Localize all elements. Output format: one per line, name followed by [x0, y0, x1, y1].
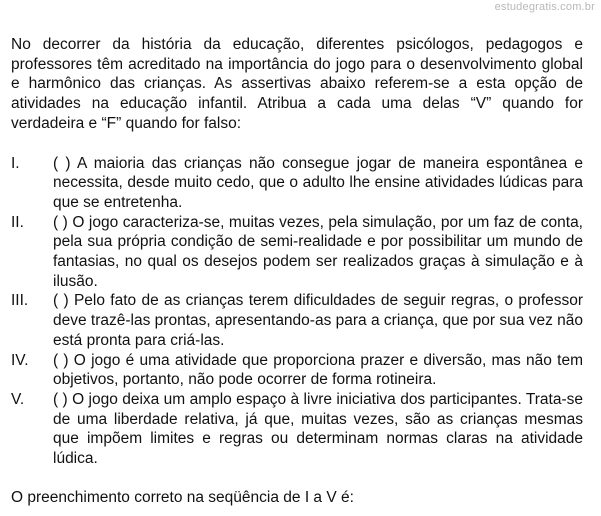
question-intro: No decorrer da história da educação, diferentes psicólogos, pedagogos e professores têm acreditado na importância do jogo para o desenvolvimento global e harmônico das crianças. As assertivas abaixo referem-se a esta opção de atividades na educação infantil. Atribua a cada uma delas “V” quando for verdadeira e “F” quando for falso:	[11, 36, 583, 132]
assertion-item	[11, 213, 583, 292]
assertion-item	[11, 291, 583, 350]
assertion-number: IV.	[11, 351, 29, 369]
question-body	[11, 35, 583, 507]
assertion-list	[11, 154, 583, 469]
assertion-number: II.	[11, 213, 24, 231]
question-closing: O preenchimento correto na seqüência de I a V é:	[11, 488, 354, 506]
watermark: estudegratis.com.br	[494, 1, 595, 13]
assertion-item	[11, 351, 583, 390]
assertion-text: ( ) O jogo é uma atividade que proporciona prazer e diversão, mas não tem objetivos, portanto, não pode ocorrer de forma rotineira.	[53, 351, 583, 389]
assertion-number: III.	[11, 292, 29, 310]
assertion-item	[11, 154, 583, 213]
assertion-text: ( ) O jogo caracteriza-se, muitas vezes, pela simulação, por um faz de conta, pela sua própria condição de semi-realidade e por possibilitar um mundo de fantasias, no qual os desejos podem ser realizados graças à simulação e à ilusão.	[53, 213, 583, 290]
assertion-item	[11, 390, 583, 469]
assertion-text: ( ) O jogo deixa um amplo espaço à livre iniciativa dos participantes. Trata-se de uma liberdade relativa, já que, muitas vezes, são as crianças mesmas que impõem limites e regras ou determinam normas claras na atividade lúdica.	[53, 390, 583, 468]
assertion-text: ( ) A maioria das crianças não consegue jogar de maneira espontânea e necessita, desde muito cedo, que o adulto lhe ensine atividades lúdicas para que se entretenha.	[53, 154, 583, 211]
assertion-number: V.	[11, 390, 25, 408]
assertion-text: ( ) Pelo fato de as crianças terem dificuldades de seguir regras, o professor deve trazê-las prontas, apresentando-as para a criança, que por sua vez não está pronta para criá-las.	[53, 292, 583, 349]
assertion-number: I.	[11, 154, 20, 172]
